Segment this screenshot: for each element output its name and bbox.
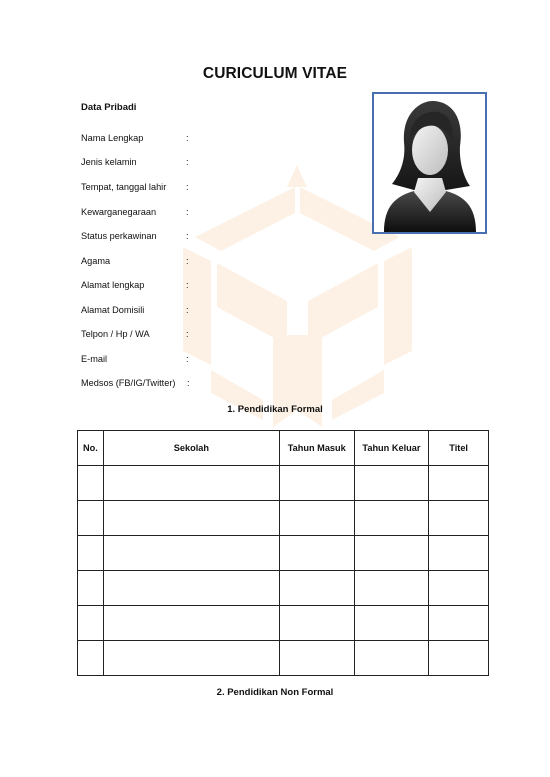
table-cell[interactable] (354, 501, 429, 536)
table-cell[interactable] (429, 536, 489, 571)
column-header-school: Sekolah (103, 431, 279, 466)
table-cell[interactable] (78, 466, 104, 501)
field-separator: : (186, 182, 189, 192)
document-title: CURICULUM VITAE (202, 65, 348, 82)
field-label: Nama Lengkap (81, 133, 144, 143)
table-cell[interactable] (429, 606, 489, 641)
field-separator: : (187, 378, 190, 388)
table-cell[interactable] (103, 466, 279, 501)
table-cell[interactable] (354, 571, 429, 606)
table-row (78, 641, 489, 676)
table-cell[interactable] (354, 606, 429, 641)
field-separator: : (186, 256, 189, 266)
table-cell[interactable] (103, 606, 279, 641)
table-cell[interactable] (78, 606, 104, 641)
table-cell[interactable] (279, 466, 354, 501)
table-cell[interactable] (429, 501, 489, 536)
field-label: Jenis kelamin (81, 157, 137, 167)
field-label: Alamat lengkap (81, 280, 145, 290)
table-cell[interactable] (103, 536, 279, 571)
table-cell[interactable] (429, 641, 489, 676)
table-cell[interactable] (78, 536, 104, 571)
table-header-row (78, 431, 489, 466)
field-label: Kewarganegaraan (81, 207, 157, 217)
table-cell[interactable] (78, 571, 104, 606)
field-label: Medsos (FB/IG/Twitter) (81, 378, 176, 388)
table-cell[interactable] (429, 571, 489, 606)
field-separator: : (186, 280, 189, 290)
column-header-no: No. (78, 431, 104, 466)
field-separator: : (186, 207, 189, 217)
table-cell[interactable] (103, 641, 279, 676)
table-row (78, 536, 489, 571)
column-header-year-in: Tahun Masuk (279, 431, 354, 466)
field-label: Agama (81, 256, 111, 266)
table-row (78, 466, 489, 501)
table-cell[interactable] (78, 641, 104, 676)
field-separator: : (186, 133, 189, 143)
field-label: Alamat Domisili (81, 305, 145, 315)
avatar-placeholder-icon (374, 94, 485, 232)
field-separator: : (186, 329, 189, 339)
field-label: Status perkawinan (81, 231, 157, 241)
formal-education-table (77, 430, 489, 676)
table-row (78, 571, 489, 606)
field-separator: : (186, 231, 189, 241)
table-cell[interactable] (78, 501, 104, 536)
field-separator: : (186, 354, 189, 364)
nonformal-education-heading: 2. Pendidikan Non Formal (216, 687, 334, 698)
table-cell[interactable] (429, 466, 489, 501)
table-row (78, 606, 489, 641)
table-cell[interactable] (103, 571, 279, 606)
field-label: Telpon / Hp / WA (81, 329, 150, 339)
personal-data-heading: Data Pribadi (81, 102, 137, 113)
table-cell[interactable] (354, 466, 429, 501)
field-label: Tempat, tanggal lahir (81, 182, 167, 192)
table-cell[interactable] (279, 501, 354, 536)
table-cell[interactable] (103, 501, 279, 536)
field-separator: : (186, 157, 189, 167)
column-header-year-out: Tahun Keluar (354, 431, 429, 466)
table-cell[interactable] (279, 536, 354, 571)
table-cell[interactable] (279, 606, 354, 641)
table-cell[interactable] (354, 641, 429, 676)
table-cell[interactable] (354, 536, 429, 571)
column-header-title: Titel (429, 431, 489, 466)
table-cell[interactable] (279, 641, 354, 676)
formal-education-heading: 1. Pendidikan Formal (227, 404, 323, 415)
field-label: E-mail (81, 354, 108, 364)
table-row (78, 501, 489, 536)
photo-frame[interactable] (372, 92, 487, 234)
table-cell[interactable] (279, 571, 354, 606)
field-separator: : (186, 305, 189, 315)
